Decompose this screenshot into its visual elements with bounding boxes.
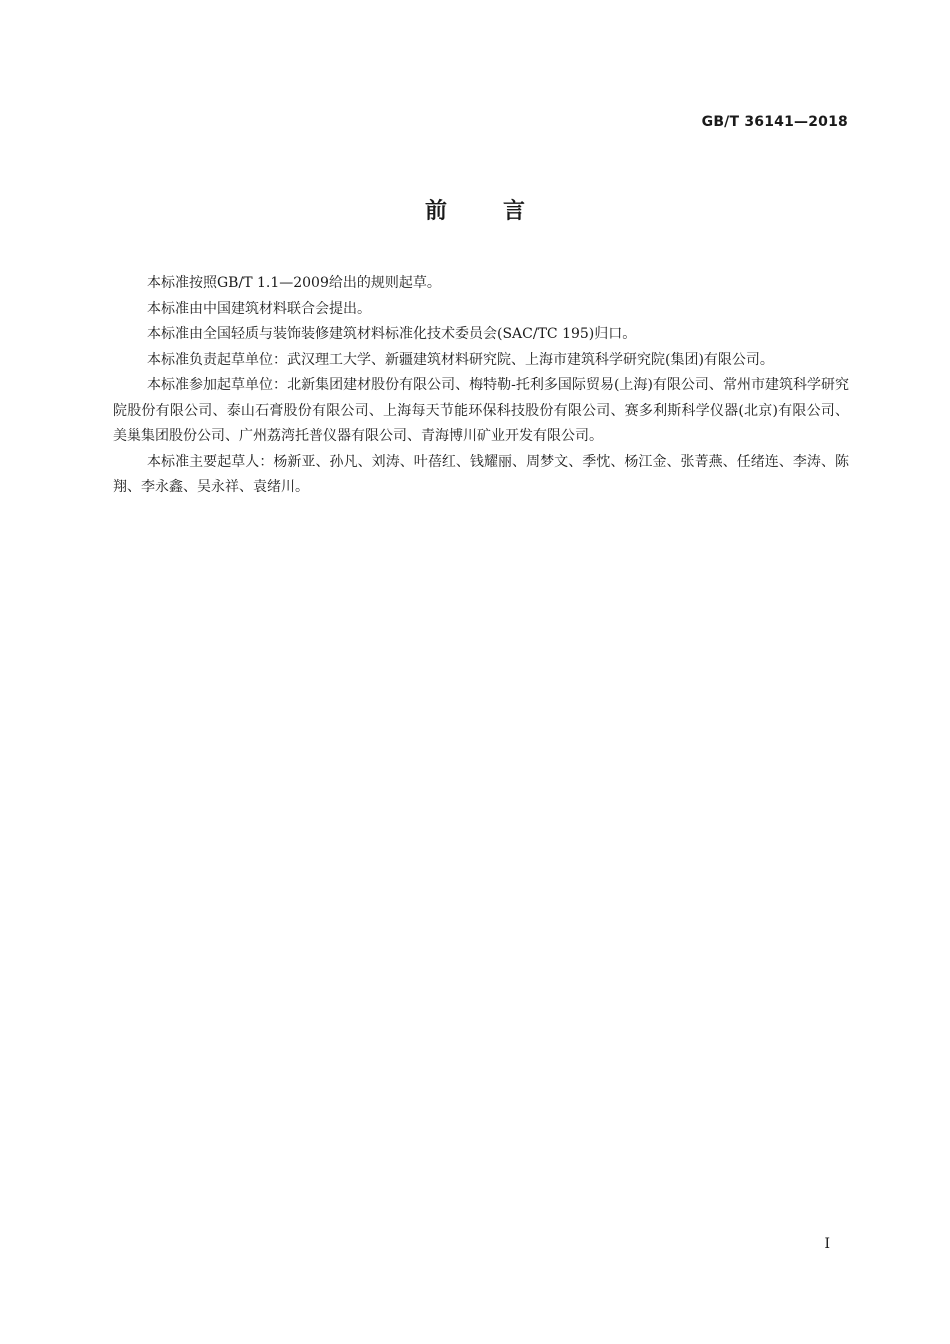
paragraph-proposer: 本标准由中国建筑材料联合会提出。: [147, 300, 371, 317]
paragraph-lead-drafting-units: 本标准负责起草单位：武汉理工大学、新疆建筑材料研究院、上海市建筑科学研究院(集团)有限公司。: [147, 351, 774, 368]
paragraph-administrator: 本标准由全国轻质与装饰装修建筑材料标准化技术委员会(SAC/TC 195)归口。: [147, 326, 637, 342]
paragraph-main-drafters: 本标准主要起草人：杨新亚、孙凡、刘涛、叶蓓红、钱耀丽、周梦文、季忱、杨江金、张菁燕、任绪连、李涛、陈翔、李永鑫、吴永祥、袁绪川。: [113, 453, 849, 495]
foreword-body: [113, 271, 849, 501]
page-title: 前言: [424, 199, 581, 224]
document-number: GB/T 36141—2018: [701, 114, 848, 130]
page-number: I: [824, 1236, 830, 1252]
paragraph-drafting-rules: 本标准按照GB/T 1.1—2009给出的规则起草。: [147, 275, 441, 291]
paragraph-participating-units: 本标准参加起草单位：北新集团建材股份有限公司、梅特勒-托利多国际贸易(上海)有限公司、常州市建筑科学研究院股份有限公司、泰山石膏股份有限公司、上海每天节能环保科技股份有限公司、赛多利斯科学仪器(北京)有限公司、美巢集团股份公司、广州荔湾托普仪器有限公司、青海博川矿业开发有限公司。: [113, 377, 849, 444]
